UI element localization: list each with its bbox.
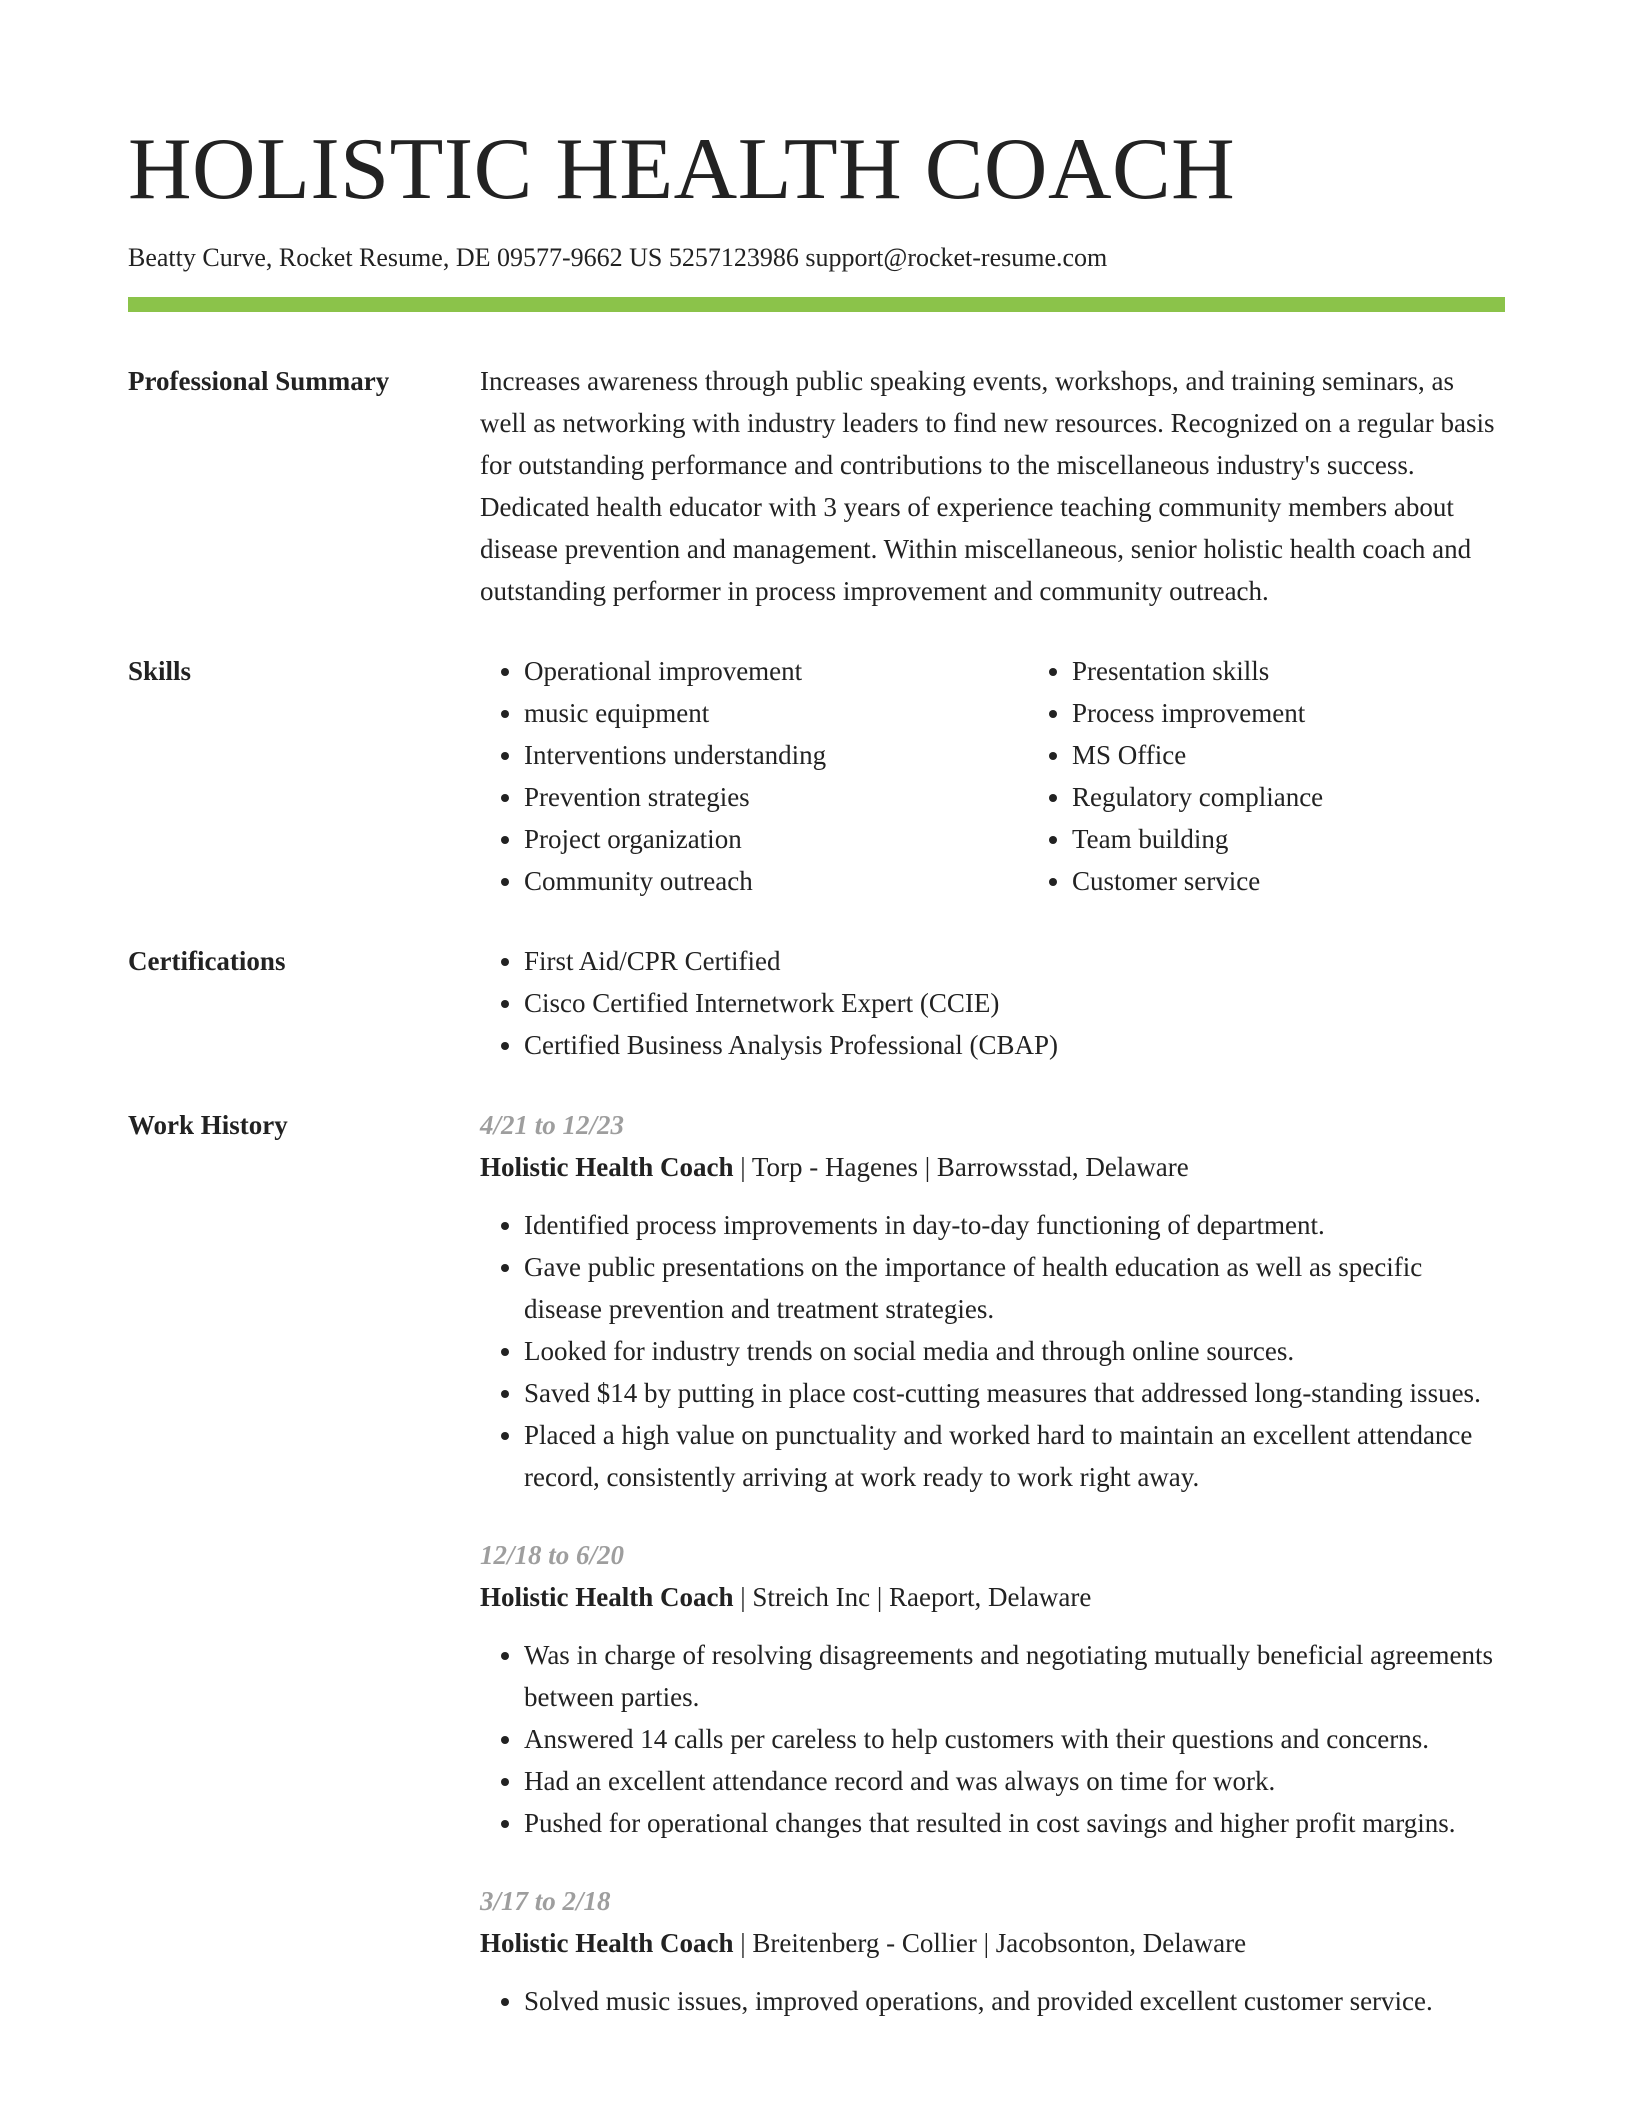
- skill-item: • Process improvement: [1072, 692, 1576, 734]
- skill-item: • Community outreach: [524, 860, 1028, 902]
- job-dates: 3/17 to 2/18: [480, 1886, 611, 1916]
- skill-item: • MS Office: [1072, 734, 1576, 776]
- job-dates: 12/18 to 6/20: [480, 1540, 625, 1570]
- job-heading: [480, 1922, 1505, 1964]
- certification-item: • Certified Business Analysis Professional (CBAP): [524, 1024, 1505, 1066]
- skill-item: • Team building: [1072, 818, 1576, 860]
- job-entry: [480, 1880, 1505, 2022]
- job-entry: [480, 1104, 1505, 1498]
- job-heading: [480, 1146, 1505, 1188]
- job-company-location: | Breitenberg - Collier | Jacobsonton, Delaware: [733, 1928, 1247, 1958]
- summary-heading: Professional Summary: [128, 366, 390, 396]
- accent-divider: [128, 297, 1505, 312]
- job-title: Holistic Health Coach: [480, 1152, 734, 1182]
- work-history-section: [128, 1104, 1505, 2058]
- job-bullet: • Solved music issues, improved operations, and provided excellent customer service.: [524, 1980, 1505, 2022]
- job-bullet: • Looked for industry trends on social media and through online sources.: [524, 1330, 1505, 1372]
- resume-title: HOLISTIC HEALTH COACH: [128, 121, 1236, 218]
- skills-column-1: [480, 650, 1028, 902]
- summary-text: Increases awareness through public speaking events, workshops, and training seminars, as well as networking with industry leaders to find new resources. Recognized on a regular basis for outstanding performance and contributions to the miscellaneous industry's success. Dedicated health educator with 3 years of experience teaching community members about disease prevention and management. Within miscellaneous, senior holistic health coach and outstanding performer in process improvement and community outreach.: [480, 366, 1495, 606]
- skill-item: • Operational improvement: [524, 650, 1028, 692]
- job-bullets: [480, 1980, 1505, 2022]
- job-bullets: [480, 1634, 1505, 1844]
- job-bullet: • Placed a high value on punctuality and worked hard to maintain an excellent attendance record, consistently arriving at work ready to work right away.: [524, 1414, 1505, 1498]
- certifications-list: [480, 940, 1505, 1066]
- job-heading: [480, 1576, 1505, 1618]
- job-bullet: • Had an excellent attendance record and was always on time for work.: [524, 1760, 1505, 1802]
- work-history-heading: Work History: [128, 1110, 288, 1140]
- summary-section: [128, 360, 1505, 612]
- job-bullet: • Answered 14 calls per careless to help customers with their questions and concerns.: [524, 1718, 1505, 1760]
- job-bullets: [480, 1204, 1505, 1498]
- job-company-location: | Streich Inc | Raeport, Delaware: [733, 1582, 1092, 1612]
- skill-item: • Prevention strategies: [524, 776, 1028, 818]
- job-dates: 4/21 to 12/23: [480, 1110, 625, 1140]
- skill-item: • Regulatory compliance: [1072, 776, 1576, 818]
- contact-line: Beatty Curve, Rocket Resume, DE 09577-9662 US 5257123986 support@rocket-resume.com: [128, 243, 1108, 272]
- skill-item: • music equipment: [524, 692, 1028, 734]
- certifications-section: [128, 940, 1505, 1066]
- job-entry: [480, 1534, 1505, 1844]
- resume-page: [128, 0, 1505, 2058]
- skills-column-2: [1028, 650, 1576, 902]
- job-bullet: • Gave public presentations on the importance of health education as well as specific disease prevention and treatment strategies.: [524, 1246, 1505, 1330]
- job-title: Holistic Health Coach: [480, 1928, 734, 1958]
- job-title: Holistic Health Coach: [480, 1582, 734, 1612]
- skill-item: • Presentation skills: [1072, 650, 1576, 692]
- job-bullet: • Saved $14 by putting in place cost-cutting measures that addressed long-standing issues.: [524, 1372, 1505, 1414]
- job-bullet: • Identified process improvements in day-to-day functioning of department.: [524, 1204, 1505, 1246]
- certification-item: • First Aid/CPR Certified: [524, 940, 1505, 982]
- skill-item: • Project organization: [524, 818, 1028, 860]
- job-bullet: • Was in charge of resolving disagreements and negotiating mutually beneficial agreements between parties.: [524, 1634, 1505, 1718]
- skill-item: • Interventions understanding: [524, 734, 1028, 776]
- skills-section: [128, 650, 1505, 902]
- certifications-heading: Certifications: [128, 946, 286, 976]
- skill-item: • Customer service: [1072, 860, 1576, 902]
- skills-heading: Skills: [128, 656, 192, 686]
- job-company-location: | Torp - Hagenes | Barrowsstad, Delaware: [733, 1152, 1189, 1182]
- job-bullet: • Pushed for operational changes that resulted in cost savings and higher profit margins.: [524, 1802, 1505, 1844]
- certification-item: • Cisco Certified Internetwork Expert (CCIE): [524, 982, 1505, 1024]
